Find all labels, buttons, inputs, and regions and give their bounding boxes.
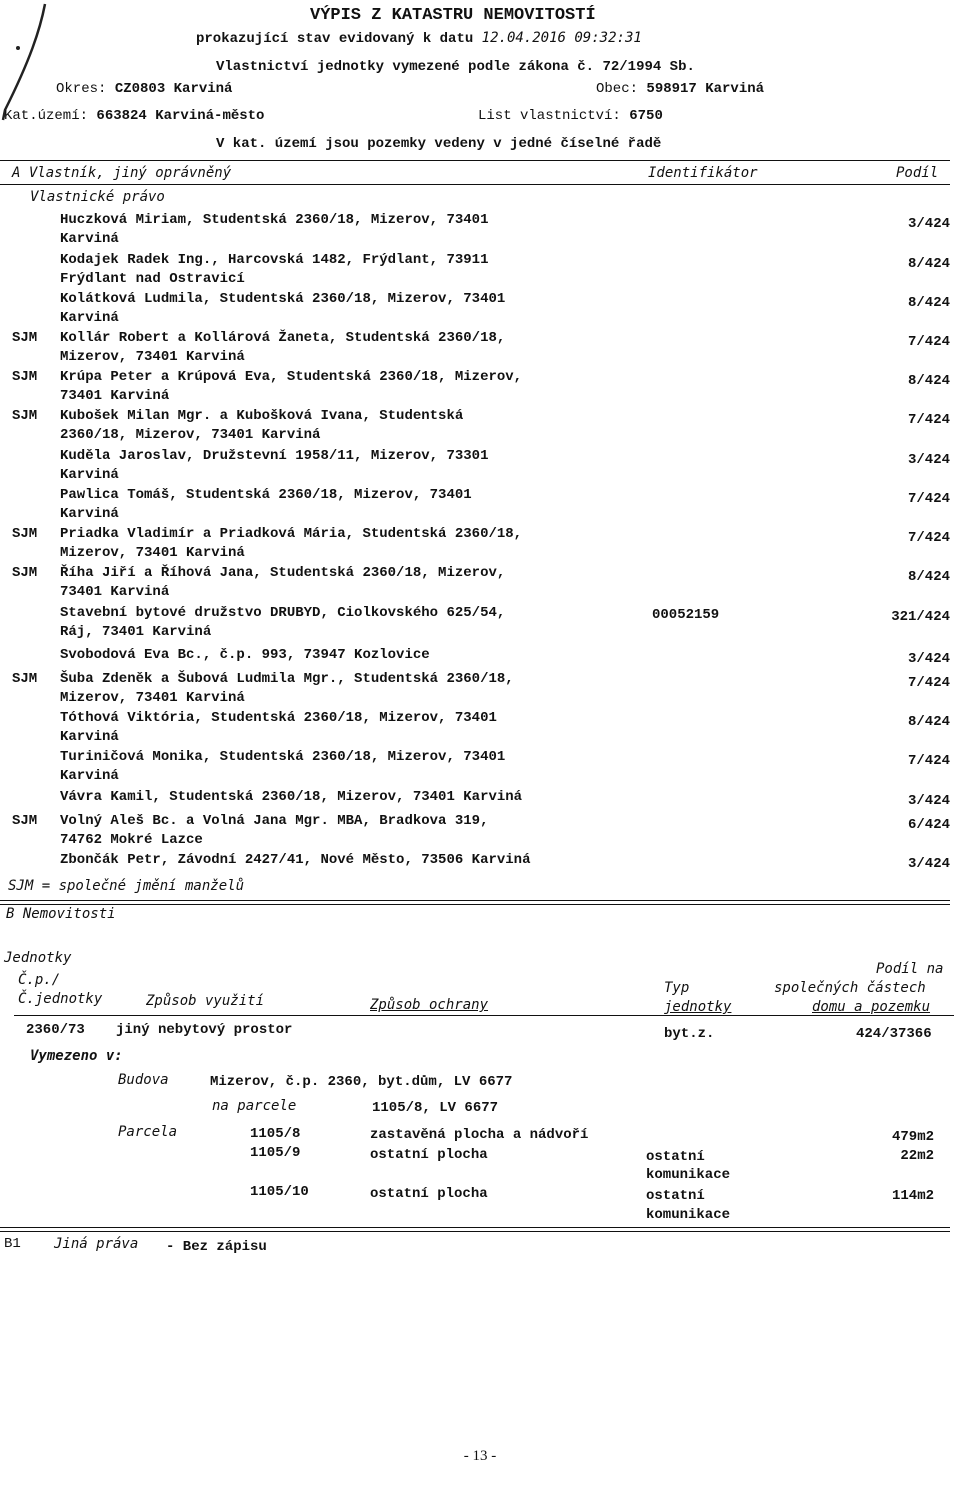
owner-row: SJM Kollár Robert a Kollárová Žaneta, Studentská 2360/18, Mizerov, 73401 Karviná 7/424 bbox=[12, 330, 950, 365]
divider bbox=[14, 1015, 954, 1016]
owner-row: Turiničová Monika, Studentská 2360/18, Mizerov, 73401 Karviná 7/424 bbox=[60, 749, 950, 784]
parcela-label: Parcela bbox=[118, 1124, 178, 1140]
parcel-area: 22m2 bbox=[900, 1148, 934, 1164]
na-parcele-value: 1105/8, LV 6677 bbox=[372, 1100, 499, 1116]
unit-type: byt.z. bbox=[664, 1026, 715, 1042]
col-podil-line1: Podíl na bbox=[876, 961, 944, 977]
budova-value: Mizerov, č.p. 2360, byt.dům, LV 6677 bbox=[210, 1074, 513, 1090]
owner-row: SJM Říha Jiří a Říhová Jana, Studentská 2360/18, Mizerov, 73401 Karviná 8/424 bbox=[12, 565, 950, 600]
parcel-number: 1105/9 bbox=[250, 1145, 301, 1161]
owner-row: SJM Krúpa Peter a Krúpová Eva, Studentská 2360/18, Mizerov, 73401 Karviná 8/424 bbox=[12, 369, 950, 404]
budova-label: Budova bbox=[118, 1072, 169, 1088]
parcel-type: zastavěná plocha a nádvoří bbox=[370, 1127, 589, 1143]
obec: Obec: 598917 Karviná bbox=[596, 81, 765, 97]
section-b1-value: - Bez zápisu bbox=[166, 1239, 267, 1255]
section-a-heading: A Vlastník, jiný oprávněný bbox=[12, 165, 232, 181]
parcel-use: komunikace bbox=[646, 1167, 731, 1183]
parcel-number: 1105/10 bbox=[250, 1184, 309, 1200]
col-typ-line1: Typ bbox=[664, 980, 690, 996]
col-cp: Č.p./ bbox=[18, 972, 61, 988]
parcel-area: 114m2 bbox=[891, 1188, 934, 1204]
sjm-legend: SJM = společné jmění manželů bbox=[8, 878, 245, 894]
divider bbox=[0, 1227, 950, 1228]
owner-row: Vávra Kamil, Studentská 2360/18, Mizerov, 73401 Karviná 3/424 bbox=[60, 789, 950, 809]
unit-share: 424/37366 bbox=[856, 1026, 932, 1042]
divider bbox=[0, 160, 950, 161]
list-vlastnictvi: List vlastnictví: 6750 bbox=[478, 108, 663, 124]
divider bbox=[0, 1231, 950, 1232]
col-podil-line2: společných částech bbox=[774, 980, 926, 996]
owner-row: Svobodová Eva Bc., č.p. 993, 73947 Kozlovice 3/424 bbox=[60, 647, 950, 667]
numbering-note: V kat. území jsou pozemky vedeny v jedné číselné řadě bbox=[216, 136, 662, 152]
section-b-heading: B Nemovitosti bbox=[6, 906, 116, 922]
owner-row: SJM Volný Aleš Bc. a Volná Jana Mgr. MBA, Bradkova 319, 74762 Mokré Lazce 6/424 bbox=[12, 813, 950, 848]
col-zpusob-vyuziti: Způsob využití bbox=[146, 993, 265, 1009]
section-b1-label: Jiná práva bbox=[54, 1236, 139, 1252]
divider bbox=[0, 184, 950, 185]
col-cjednotky: Č.jednotky bbox=[18, 991, 103, 1007]
na-parcele-label: na parcele bbox=[212, 1098, 297, 1114]
vymezeno-label: Vymezeno v: bbox=[30, 1048, 123, 1064]
scan-edge-mark bbox=[0, 0, 60, 125]
owner-row: SJM Priadka Vladimír a Priadková Mária, Studentská 2360/18, Mizerov, 73401 Karviná 7/424 bbox=[12, 526, 950, 561]
section-b1-code: B1 bbox=[4, 1236, 21, 1252]
vlastnicke-pravo-heading: Vlastnické právo bbox=[30, 189, 165, 205]
document-title: VÝPIS Z KATASTRU NEMOVITOSTÍ bbox=[310, 6, 596, 25]
unit-number: 2360/73 bbox=[26, 1022, 85, 1038]
col-podil: Podíl bbox=[896, 165, 939, 181]
owner-row: Zbončák Petr, Závodní 2427/41, Nové Město, 73506 Karviná 3/424 bbox=[60, 852, 950, 872]
parcel-use: ostatní bbox=[646, 1149, 705, 1165]
owner-row: SJM Kubošek Milan Mgr. a Kubošková Ivana, Studentská 2360/18, Mizerov, 73401 Karviná 7/424 bbox=[12, 408, 950, 443]
col-typ-line2: jednotky bbox=[664, 999, 732, 1015]
katastralni-uzemi: Kat.území: 663824 Karviná-město bbox=[4, 108, 265, 124]
parcel-use: ostatní bbox=[646, 1188, 705, 1204]
owner-row: SJM Šuba Zdeněk a Šubová Ludmila Mgr., Studentská 2360/18, Mizerov, 73401 Karviná 7/424 bbox=[12, 671, 950, 706]
divider bbox=[0, 900, 950, 901]
owner-row: Tóthová Viktória, Studentská 2360/18, Mizerov, 73401 Karviná 8/424 bbox=[60, 710, 950, 745]
owner-row: Pawlica Tomáš, Studentská 2360/18, Mizerov, 73401 Karviná 7/424 bbox=[60, 487, 950, 522]
document-subtitle: prokazující stav evidovaný k datu 12.04.2016 09:32:31 bbox=[196, 30, 642, 47]
parcel-area: 479m2 bbox=[891, 1129, 934, 1145]
owner-row: Kodajek Radek Ing., Harcovská 1482, Frýdlant, 73911 Frýdlant nad Ostravicí 8/424 bbox=[60, 252, 950, 287]
okres: Okres: CZ0803 Karviná bbox=[56, 81, 233, 97]
jednotky-heading: Jednotky bbox=[4, 950, 72, 966]
parcel-use: komunikace bbox=[646, 1207, 731, 1223]
col-zpusob-ochrany: Způsob ochrany bbox=[370, 997, 489, 1013]
divider bbox=[0, 904, 950, 905]
legal-basis: Vlastnictví jednotky vymezené podle zákona č. 72/1994 Sb. bbox=[216, 59, 695, 75]
owner-row: Kolátková Ludmila, Studentská 2360/18, Mizerov, 73401 Karviná 8/424 bbox=[60, 291, 950, 326]
owner-row: Stavební bytové družstvo DRUBYD, Ciolkovského 625/54, Ráj, 73401 Karviná 00052159 321/424 bbox=[60, 605, 950, 640]
owner-row: Huczková Miriam, Studentská 2360/18, Mizerov, 73401 Karviná 3/424 bbox=[60, 212, 950, 247]
page-number: - 13 - bbox=[463, 1448, 497, 1464]
unit-use: jiný nebytový prostor bbox=[116, 1022, 293, 1038]
parcel-number: 1105/8 bbox=[250, 1126, 301, 1142]
parcel-type: ostatní plocha bbox=[370, 1147, 488, 1163]
col-podil-line3: domu a pozemku bbox=[812, 999, 931, 1015]
col-identifikator: Identifikátor bbox=[648, 165, 758, 181]
parcel-type: ostatní plocha bbox=[370, 1186, 488, 1202]
owner-row: Kuděla Jaroslav, Družstevní 1958/11, Mizerov, 73301 Karviná 3/424 bbox=[60, 448, 950, 483]
